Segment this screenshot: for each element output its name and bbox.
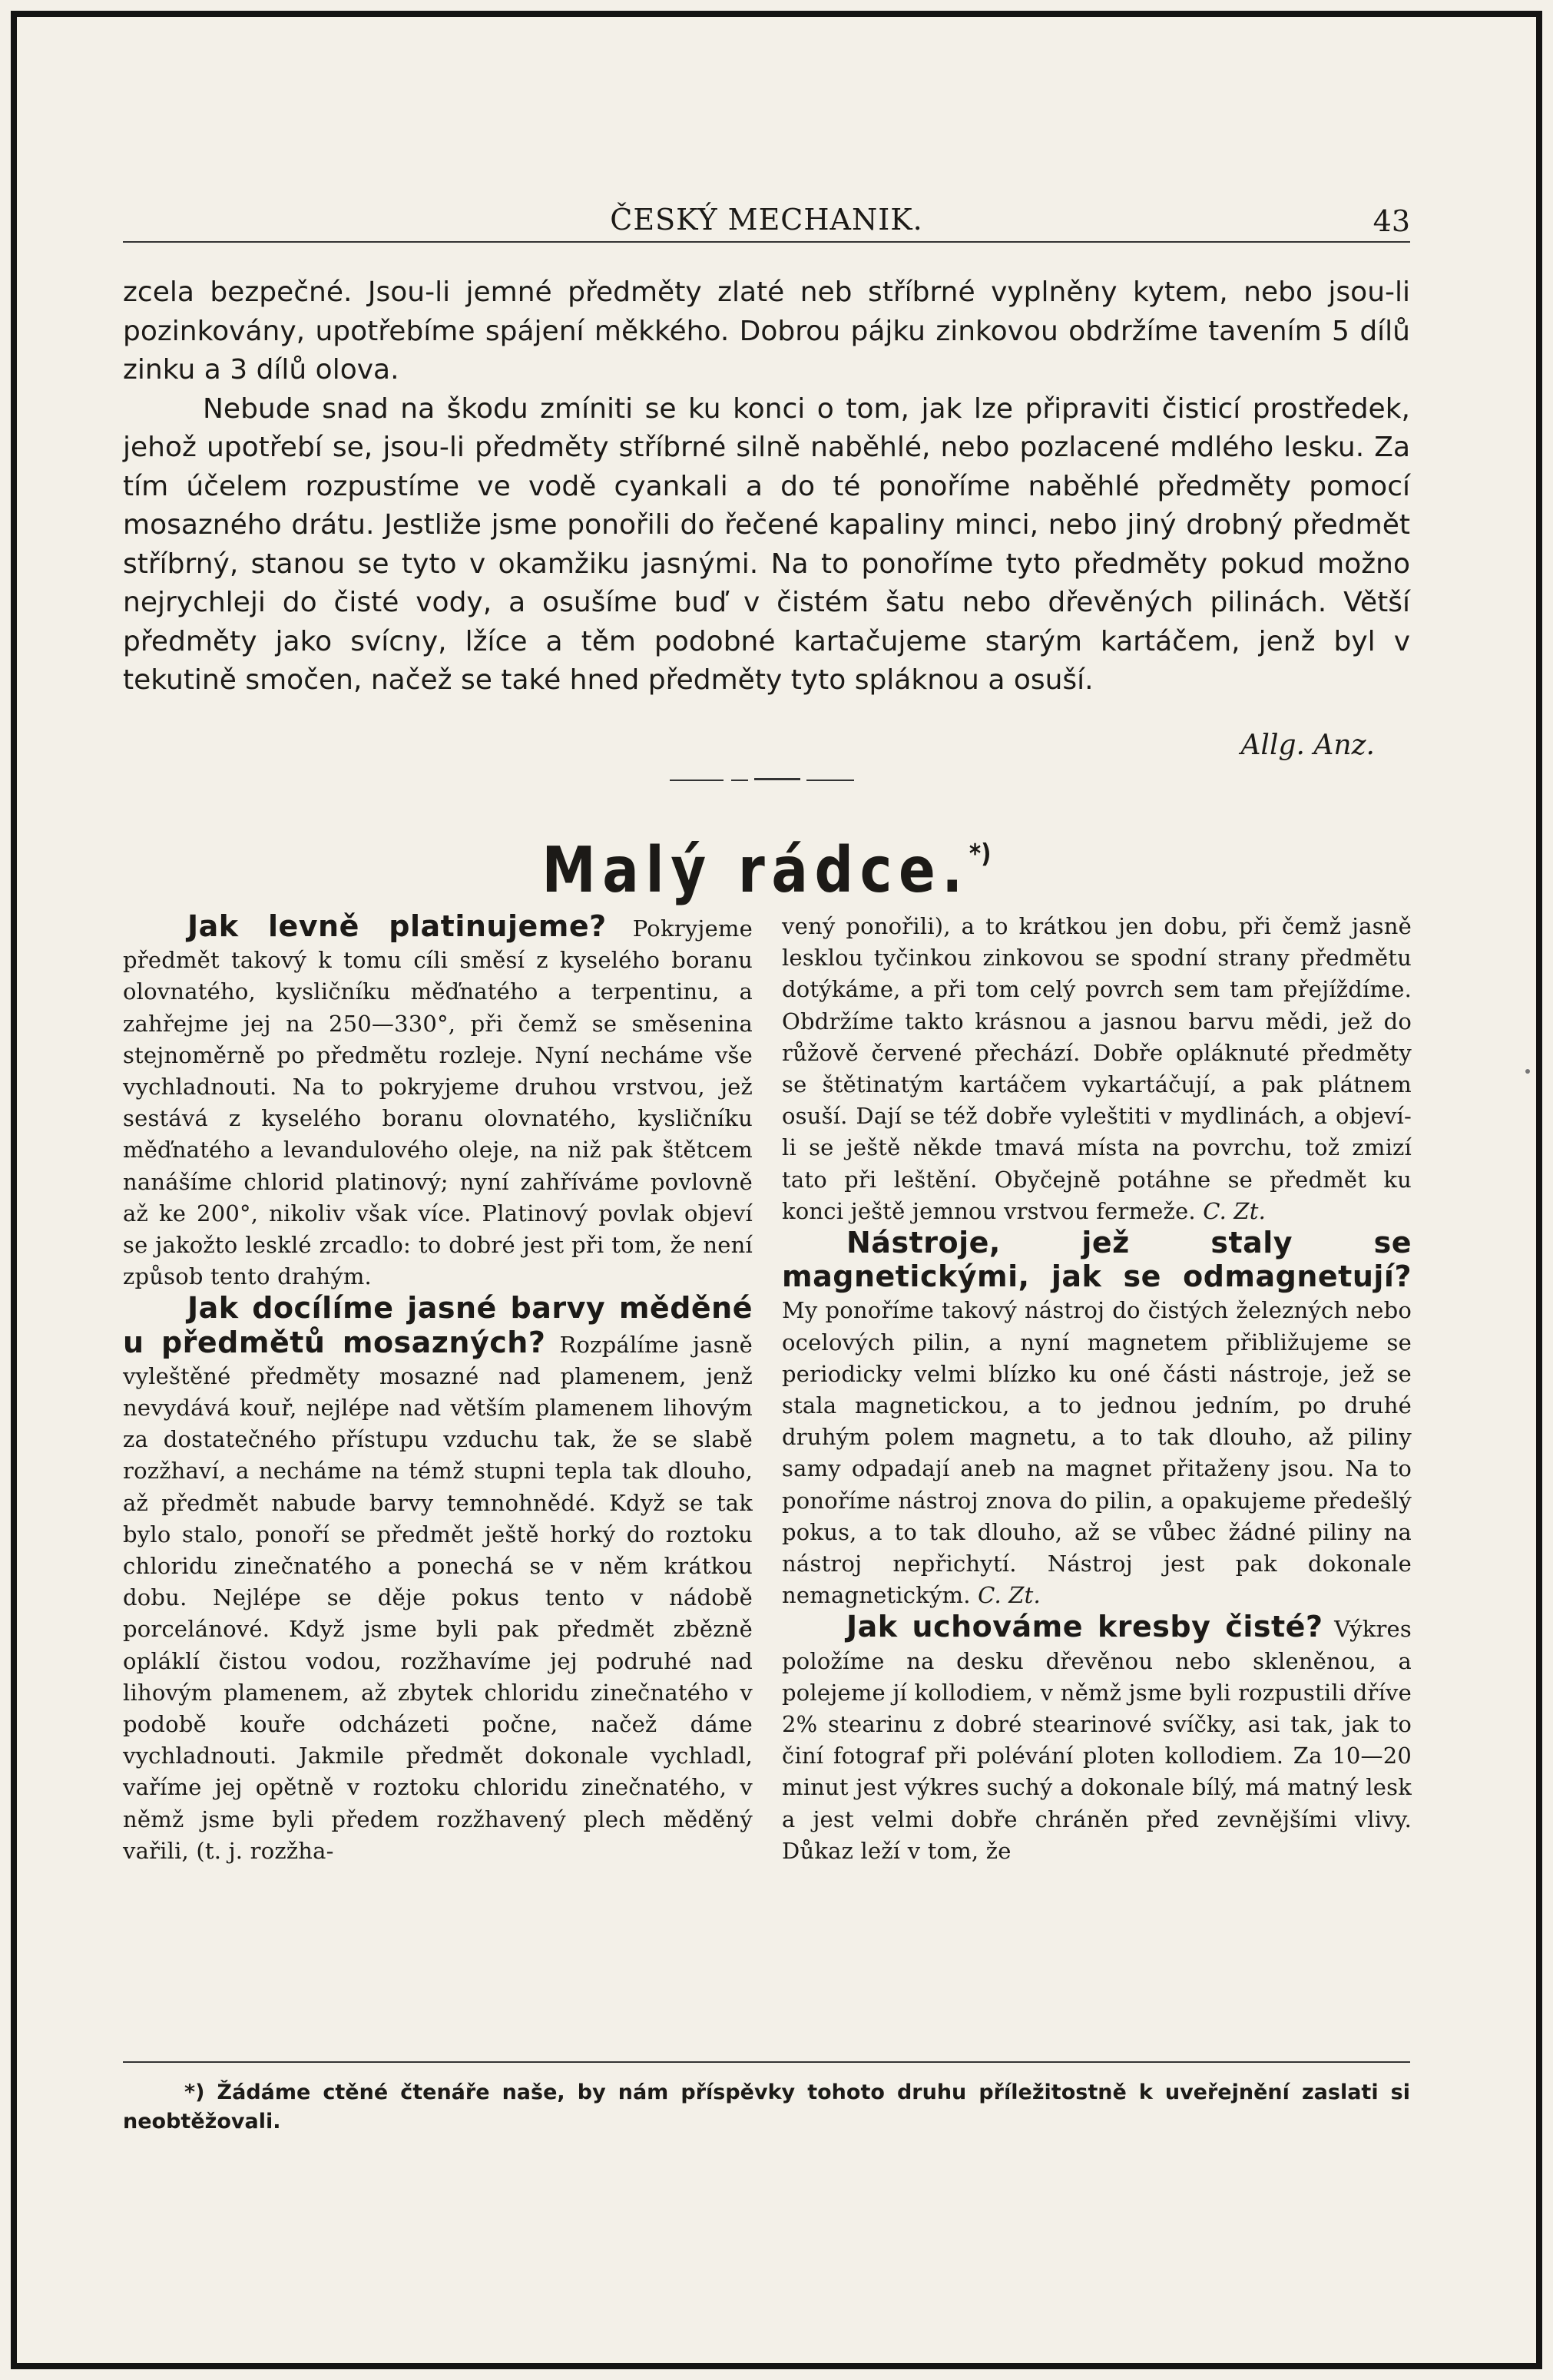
header-rule — [123, 241, 1410, 243]
right-column — [782, 911, 1412, 1867]
article-copper-color-continued-body: vený ponořili), a to krátkou jen dobu, při čemž jasně lesklou tyčinkou zinkovou se spodní strany předmětu dotýkáme, a při tom celý povrch sem tam přejíždíme. Obdržíme takto krásnou a jasnou barvu mědi, jež do růžově červené přechází. Dobře opláknuté předměty se štětinatým kartáčem vykartáčují, a pak plátnem osuší. Dají se též dobře vyleštiti v mydlinách, a objeví-li se ještě někde tmavá místa na povrchu, tož zmizí tato při leštění. Obyčejně potáhne se předmět ku konci ještě jemnou vrstvou fermeže. — [782, 913, 1412, 1224]
intro-signature: Allg. Anz. — [1240, 730, 1375, 761]
section-title-text: Malý rádce. — [541, 834, 969, 907]
intro-paragraph-1: zcela bezpečné. Jsou-li jemné předměty zlaté neb stříbrné vyplněny kytem, nebo jsou-li pozinkovány, upotřebíme spájení měkkého. Dobrou pájku zinkovou obdržíme tavením 5 dílů zinku a 3 dílů olova. — [123, 276, 1410, 386]
article-copper-color-signature: C. Zt. — [1203, 1197, 1267, 1224]
sheet-dot — [1525, 1069, 1530, 1074]
page-content — [123, 0, 1410, 2380]
footnote-marker: *) — [969, 839, 992, 869]
article-demagnetize-signature: C. Zt. — [978, 1582, 1041, 1609]
intro-text — [123, 273, 1410, 700]
left-column — [123, 911, 753, 1867]
article-demagnetize — [782, 1227, 1412, 1611]
article-copper-color-body: Rozpálíme jasně vyleštěné předměty mosazné nad plamenem, jenž nevydává kouř, nejlépe nad větším plamenem lihovým za dostatečného přístupu vzduchu tak, že se slabě rozžhaví, a necháme na témž stupni tepla tak dlouho, až předmět nabude barvy temnohnědé. Když se tak bylo stalo, ponoří se předmět ještě horký do roztoku chloridu zinečnatého a ponechá se v něm krátkou dobu. Nejlépe se děje pokus tento v nádobě porcelánové. Když jsme byli pak předmět zbězně opláklí čistou vodou, rozžhavíme jej podruhé nad lihovým plamenem, až zbytek chloridu zinečnatého v podobě kouře odcházeti počne, načež dáme vychladnouti. Jakmile předmět dokonale vychladl, vaříme jej opětně v roztoku chloridu zinečnatého, v němž jsme byli předem rozžhavený plech měděný vařili, (t. j. rozžha- — [123, 1331, 753, 1864]
article-drawings-heading: Jak uchováme kresby čisté? — [846, 1610, 1323, 1644]
footnote-rule — [123, 2061, 1410, 2063]
article-copper-color-continued — [782, 911, 1412, 1227]
article-platinum-heading: Jak levně platinujeme? — [187, 909, 607, 943]
article-platinum-body: Pokryjeme předmět takový k tomu cíli směsí z kyselého boranu olovnatého, kysličníku měďnatého a terpentinu, a zahřejme jej na 250—330°, při čemž se směsenina stejnoměrně po předmětu rozleje. Nyní necháme vše vychladnouti. Na to pokryjeme druhou vrstvou, jež sestává z kyselého boranu olovnatého, kysličníku měďnatého a levandulového oleje, na niž pak štětcem nanášíme chlorid platinový; nyní zahříváme povlovně až ke 200°, nikoliv však více. Platinový povlak objeví se jakožto lesklé zrcadlo: to dobré jest při tom, že není způsob tento drahým. — [123, 915, 753, 1290]
journal-title: ČESKÝ MECHANIK. — [610, 203, 923, 237]
article-drawings-body: Výkres položíme na desku dřevěnou nebo skleněnou, a polejeme jí kollodiem, v němž jsme byli rozpustili dříve 2% stearinu z dobré stearinové svíčky, asi tak, jak to činí fotograf při polévání ploten kollodiem. Za 10—20 minut jest výkres suchý a dokonale bílý, má matný lesk a jest velmi dobře chráněn před zevnějšími vlivy. Důkaz leží v tom, že — [782, 1616, 1412, 1864]
footnote: *) Žádáme ctěné čtenáře naše, by nám příspěvky tohoto druhu příležitostně k uveřejnění zaslati si neobtěžovali. — [123, 2080, 1410, 2133]
article-platinum — [123, 911, 753, 1293]
article-copper-color — [123, 1293, 753, 1867]
section-title — [213, 834, 1320, 907]
article-drawings — [782, 1611, 1412, 1867]
running-head — [123, 198, 1410, 244]
page-number: 43 — [1373, 204, 1410, 238]
section-divider — [670, 777, 854, 783]
article-copper-color-heading: Jak docílíme jasné barvy měděné u předmětů mosazných? — [123, 1291, 753, 1359]
intro-paragraph-2: Nebude snad na škodu zmíniti se ku konci o tom, jak lze připraviti čisticí prostředek, jehož upotřebí se, jsou-li předměty stříbrné silně naběhlé, nebo pozlacené mdlého lesku. Za tím účelem rozpustíme ve vodě cyankali a do té ponoříme naběhlé předměty pomocí mosazného drátu. Jestliže jsme ponořili do řečené kapaliny minci, nebo jiný drobný předmět stříbrný, stanou se tyto v okamžiku jasnými. Na to ponoříme tyto předměty pokud možno nejrychleji do čisté vody, a osušíme buď v čistém šatu nebo dřevěných pilinách. Větší předměty jako svícny, lžíce a těm podobné kartačujeme starým kartáčem, jenž byl v tekutině smočen, načež se také hned předměty tyto spláknou a osuší. — [123, 392, 1410, 696]
article-demagnetize-body: My ponoříme takový nástroj do čistých železných nebo ocelových pilin, a nyní magnetem přibližujeme se periodicky velmi blízko ku oné části nástroje, jež se stala magnetickou, a to jednou jedním, po druhé druhým polem magnetu, a to tak dlouho, až piliny samy odpadají aneb na magnet přitaženy jsou. Na to ponoříme nástroj znova do pilin, a opakujeme předešlý pokus, a to tak dlouho, až se vůbec žádné piliny na nástroj nepřichytí. Nástroj jest pak dokonale nemagnetickým. — [782, 1297, 1412, 1609]
article-demagnetize-heading: Nástroje, jež staly se magnetickými, jak se odmagnetují? — [782, 1226, 1412, 1294]
